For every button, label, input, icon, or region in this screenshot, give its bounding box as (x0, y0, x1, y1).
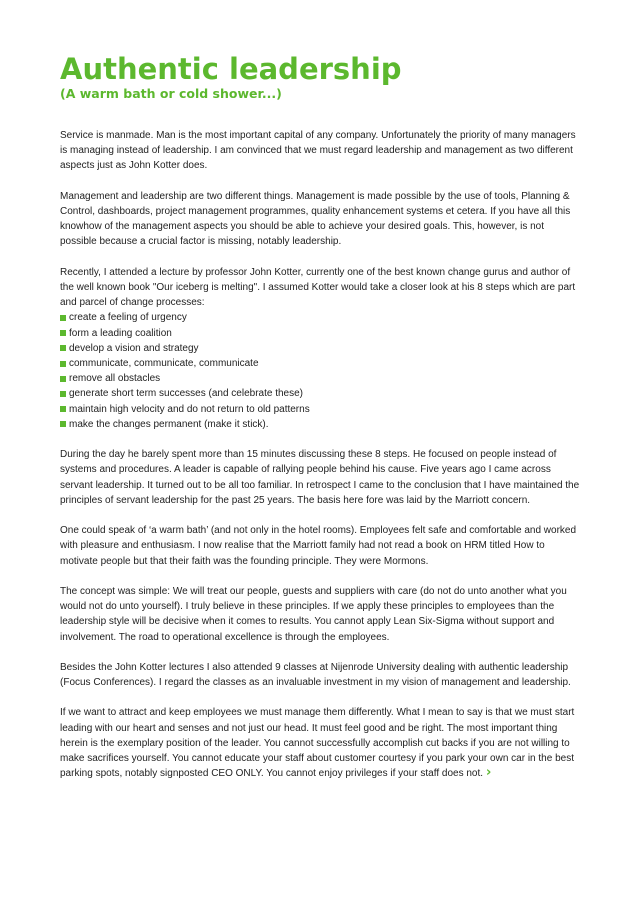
paragraph-body-4: Besides the John Kotter lectures I also attended 9 classes at Nijenrode University dealing with authentic leadership (Focus Conferences). I regard the classes as an invaluable investment in my vision of management and leadership. (60, 661, 571, 689)
list-item-text: remove all obstacles (69, 373, 161, 385)
chevron-right-icon[interactable]: › (486, 765, 492, 781)
document-page (60, 52, 582, 797)
square-bullet-icon (60, 361, 66, 367)
page-subtitle: (A warm bath or cold shower...) (60, 86, 282, 101)
list-item (60, 341, 582, 356)
list-item (60, 402, 582, 417)
square-bullet-icon (60, 345, 66, 351)
list-item-text: generate short term successes (and celebrate these) (69, 388, 304, 400)
paragraph-intro-1: Service is manmade. Man is the most important capital of any company. Unfortunately the priority of many managers is managing instead of leadership. I am convinced that we must regard leadership and management as two different aspects just as John Kotter does. (60, 130, 576, 172)
list-item-text: make the changes permanent (make it stick). (69, 418, 269, 430)
list-item-text: communicate, communicate, communicate (69, 357, 259, 369)
list-item (60, 371, 582, 386)
list-item-text: maintain high velocity and do not return to old patterns (69, 403, 310, 415)
article-body (60, 128, 582, 782)
list-item (60, 417, 582, 432)
list-item (60, 326, 582, 341)
paragraph-final (60, 705, 582, 781)
paragraph-intro-3: Recently, I attended a lecture by professor John Kotter, currently one of the best known change gurus and author of the well known book "Our iceberg is melting". I assumed Kotter would take a closer look at his 8 steps which are part and parcel of change processes: (60, 266, 576, 309)
square-bullet-icon (60, 315, 66, 321)
square-bullet-icon (60, 406, 66, 412)
paragraph-body-1: During the day he barely spent more than 15 minutes discussing these 8 steps. He focused on people instead of systems and procedures. A leader is capable of rallying people behind his cause. Five years ago I came across servant leadership. It turned out to be all too familiar. In retrospect I came to the conclusion that I have maintained the principles of servant leadership for the past 25 years. The basis here fore was laid by the Marriott concern. (60, 449, 580, 506)
list-item (60, 356, 582, 371)
square-bullet-icon (60, 330, 66, 336)
paragraph-body-2: One could speak of ‘a warm bath’ (and not only in the hotel rooms). Employees felt safe and comfortable and worked with pleasure and enthusiasm. I now realise that the Marriott family had not read a book on HRM titled How to motivate people but that their faith was the founding principle. They were Mormons. (60, 525, 577, 567)
list-item-text: develop a vision and strategy (69, 342, 199, 354)
paragraph-intro-2: Management and leadership are two different things. Management is made possible by the use of tools, Planning & Control, dashboards, project management programmes, quality enhancement systems et cetera. If you have all this knowhow of the management aspects you should be able to achieve your desired goals. This, however, is not possible because a crucial factor is missing, notably leadership. (60, 190, 571, 248)
list-item (60, 386, 582, 401)
square-bullet-icon (60, 391, 66, 397)
square-bullet-icon (60, 421, 66, 427)
paragraph-body-3: The concept was simple: We will treat our people, guests and suppliers with care (do not do unto another what you would not do unto yourself). I truly believe in these principles. If we apply these principles to employees than the leadership style will be decisive when it comes to results. You cannot apply Lean Six-Sigma without support and involvement. The road to operational excellence is through the employees. (60, 585, 567, 643)
paragraph-final-text: If we want to attract and keep employees we must manage them differently. What I mean to say is that we must start leading with our heart and senses and not just our head. It must feel good and be right. The most important thing herein is the exemplary position of the leader. You cannot successfully accomplish cut backs if you are not willing to make sacrifices yourself. You cannot educate your staff about customer courtesy if you park your own car in the best parking spots, notably signposted CEO ONLY. You cannot enjoy privileges if your staff does not. (60, 707, 575, 780)
list-item-text: create a feeling of urgency (69, 312, 187, 324)
list-item (60, 310, 582, 325)
page-title: Authentic leadership (60, 52, 402, 86)
list-item-text: form a leading coalition (69, 327, 172, 339)
square-bullet-icon (60, 376, 66, 382)
change-steps-list (60, 310, 582, 432)
